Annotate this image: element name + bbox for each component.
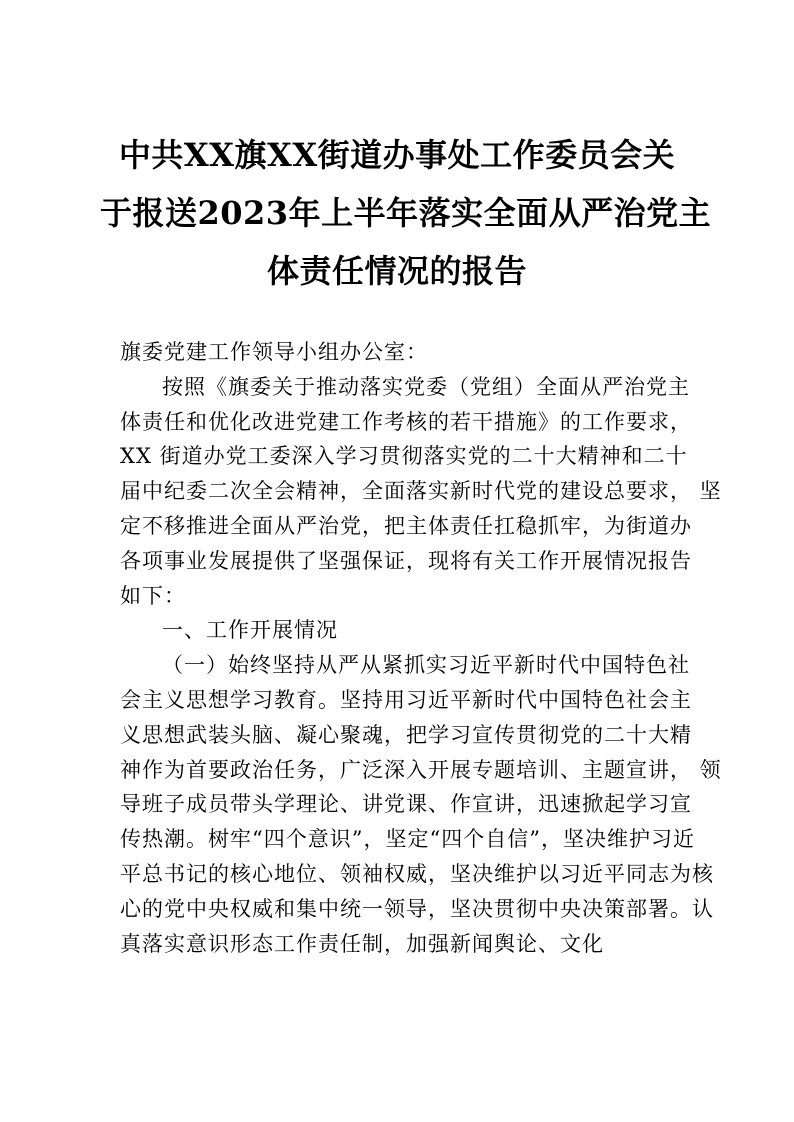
paragraph-line: 导班子成员带头学理论、讲党课、作宣讲，迅速掀起学习宣 [120, 792, 692, 817]
paragraph-line: 体责任和优化改进党建工作考核的若干措施》的工作要求， [120, 409, 692, 434]
paragraph-line: 义思想武装头脑、凝心聚魂，把学习宣传贯彻党的二十大精 [120, 722, 692, 747]
paragraph-line: 如下： [120, 583, 186, 608]
paragraph-line: 会主义思想学习教育。坚持用习近平新时代中国特色社会主 [120, 687, 692, 712]
document-title [100, 126, 712, 300]
paragraph-line: （一）始终坚持从严从紧抓实习近平新时代中国特色社 [162, 653, 690, 678]
paragraph-line: 各项事业发展提供了坚强保证，现将有关工作开展情况报告 [120, 548, 692, 573]
paragraph-line: 真落实意识形态工作责任制，加强新闻舆论、文化 [120, 931, 604, 956]
paragraph-line: 传热潮。树牢“四个意识”，坚定“四个自信”，坚决维护习近 [120, 827, 695, 852]
paragraph-line: 定不移推进全面从严治党，把主体责任扛稳抓牢，为街道办 [120, 513, 692, 538]
title-line: 中共XX旗XX街道办事处工作委员会关 [118, 136, 676, 174]
paragraph-line: XX 街道办党工委深入学习贯彻落实党的二十大精神和二十 [120, 444, 688, 469]
title-line: 体责任情况的报告 [266, 252, 527, 290]
paragraph-line: 届中纪委二次全会精神，全面落实新时代党的建设总要求， 坚 [120, 479, 722, 504]
salutation: 旗委党建工作领导小组办公室： [120, 340, 428, 364]
paragraph-line: 心的党中央权威和集中统一领导，坚决贯彻中央决策部署。认 [120, 896, 714, 921]
paragraph-line: 神作为首要政治任务，广泛深入开展专题培训、主题宣讲， 领 [120, 757, 722, 782]
section-heading: 一、工作开展情况 [162, 618, 338, 643]
paragraph-line: 平总书记的核心地位、领袖权威，坚决维护以习近平同志为核 [120, 861, 714, 886]
document-body [120, 335, 722, 961]
paragraph-line: 按照《旗委关于推动落实党委（党组）全面从严治党主 [162, 374, 690, 399]
title-line: 于报送2023年上半年落实全面从严治党主 [100, 194, 712, 232]
